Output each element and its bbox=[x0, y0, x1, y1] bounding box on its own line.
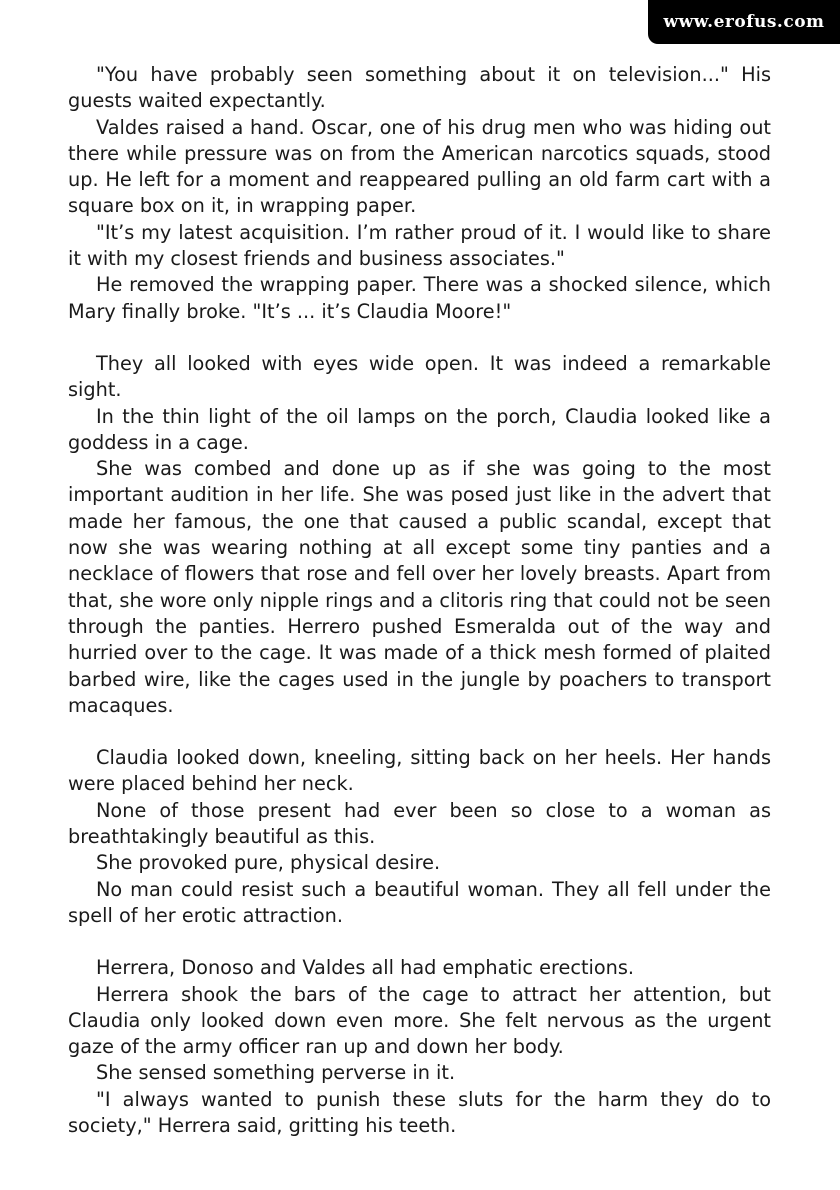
section-break bbox=[68, 719, 771, 745]
paragraph: "You have probably seen something about it on television..." His guests waited expectantly. bbox=[68, 63, 771, 113]
section-break bbox=[68, 325, 771, 351]
watermark-badge bbox=[648, 0, 840, 44]
paragraph: Herrera, Donoso and Valdes all had emphatic erections. bbox=[96, 956, 635, 980]
paragraph: Herrera shook the bars of the cage to attract her attention, but Claudia only looked down even more. She felt nervous as the urgent gaze of the army officer ran up and down her body. bbox=[68, 982, 771, 1059]
paragraph: She sensed something perverse in it. bbox=[96, 1061, 456, 1085]
page-body bbox=[68, 62, 771, 1139]
paragraph: None of those present had ever been so close to a woman as breathtakingly beautiful as this. bbox=[68, 798, 771, 849]
paragraph: Claudia looked down, kneeling, sitting back on her heels. Her hands were placed behind her neck. bbox=[68, 746, 771, 796]
paragraph: In the thin light of the oil lamps on the porch, Claudia looked like a goddess in a cage. bbox=[68, 404, 771, 454]
paragraph: Valdes raised a hand. Oscar, one of his drug men who was hiding out there while pressure was on from the American narcotics squads, stood up. He left for a moment and reappeared pulling an old farm cart with a square box on it, in wrapping paper. bbox=[68, 115, 771, 218]
paragraph: She provoked pure, physical desire. bbox=[96, 851, 441, 875]
paragraph: He removed the wrapping paper. There was a shocked silence, which Mary finally broke. "It’s ... it’s Claudia Moore!" bbox=[68, 273, 771, 323]
paragraph: No man could resist such a beautiful woman. They all fell under the spell of her erotic attraction. bbox=[68, 877, 771, 927]
paragraph: "I always wanted to punish these sluts for the harm they do to society," Herrera said, gritting his teeth. bbox=[68, 1087, 771, 1137]
watermark-text: www.erofus.com bbox=[663, 12, 825, 32]
paragraph: They all looked with eyes wide open. It was indeed a remarkable sight. bbox=[68, 351, 771, 402]
paragraph: "It’s my latest acquisition. I’m rather proud of it. I would like to share it with my closest friends and business associates." bbox=[68, 220, 771, 271]
paragraph: She was combed and done up as if she was going to the most important audition in her life. She was posed just like in the advert that made her famous, the one that caused a public scandal, except that now she was wearing nothing at all except some tiny panties and a necklace of flowers that rose and fell over her lovely breasts. Apart from that, she wore only nipple rings and a clitoris ring that could not be seen through the panties. Herrero pushed Esmeralda out of the way and hurried over to the cage. It was made of a thick mesh formed of plaited barbed wire, like the cages used in the jungle by poachers to transport macaques. bbox=[68, 457, 771, 717]
section-break bbox=[68, 929, 771, 955]
